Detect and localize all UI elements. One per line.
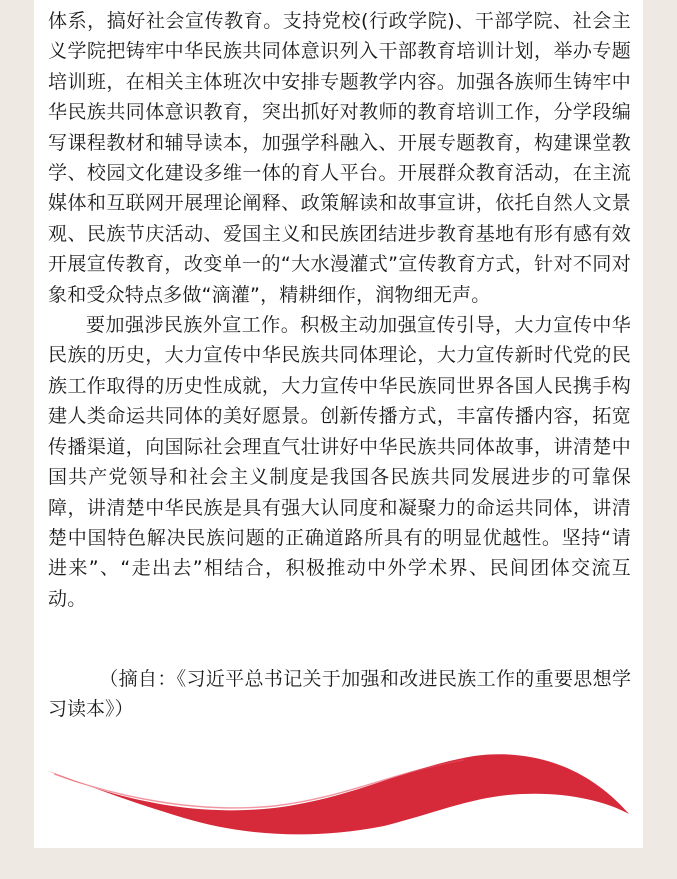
- source-citation: （摘自：《习近平总书记关于加强和改进民族工作的重要思想学习读本》）: [48, 668, 631, 721]
- paragraph-continued: 体系，搞好社会宣传教育。支持党校(行政学院)、干部学院、社会主义学院把铸牢中华民族共同体意识列入干部教育培训计划，举办专题培训班，在相关主体班次中安排专题教学内容。加强各族师生铸牢中华民族共同体意识教育，突出抓好对教师的教育培训工作，分学段编写课程教材和辅导读本，加强学科融入、开展专题教育，构建课堂教学、校园文化建设多维一体的育人平台。开展群众教育活动，在主流媒体和互联网开展理论阐释、政策解读和故事宣讲，依托自然人文景观、民族节庆活动、爱国主义和民族团结进步教育基地有形有感有效开展宣传教育，改变单一的“大水漫灌式”宣传教育方式，针对不同对象和受众特点多做“滴灌”，精耕细作，润物细无声。: [48, 10, 631, 306]
- article-card: [34, 0, 643, 848]
- ribbon-body: [46, 754, 629, 834]
- article-body: [48, 6, 631, 614]
- paragraph-external-publicity: 要加强涉民族外宣工作。积极主动加强宣传引导，大力宣传中华民族的历史，大力宣传中华民族共同体理论，大力宣传新时代党的民族工作取得的历史性成就，大力宣传中华民族同世界各国人民携手构建人类命运共同体的美好愿景。创新传播方式，丰富传播内容，拓宽传播渠道，向国际社会理直气壮讲好中华民族共同体故事，讲清楚中国共产党领导和社会主义制度是我国各民族共同发展进步的可靠保障，讲清楚中华民族是具有强大认同度和凝聚力的命运共同体，讲清楚中国特色解决民族问题的正确道路所具有的明显优越性。坚持“请进来”、“走出去”相结合，积极推动中外学术界、民间团体交流互动。: [48, 314, 631, 610]
- red-ribbon-decoration: [44, 748, 634, 840]
